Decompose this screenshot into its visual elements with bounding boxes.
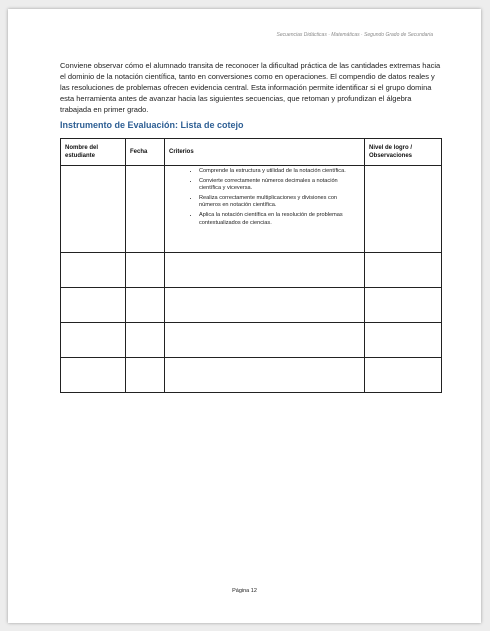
running-header: Secuencias Didácticas · Matemáticas · Segundo Grado de Secundaria [276, 32, 433, 38]
student-cell [61, 288, 126, 323]
criterion-item: • Aplica la notación científica en la resolución de problemas contextualizados de ciencias. [199, 212, 360, 227]
student-cell [61, 166, 126, 253]
table-row [61, 166, 442, 253]
criteria-cell [165, 166, 365, 253]
level-cell [365, 323, 442, 358]
checklist-table [60, 138, 442, 393]
date-cell [126, 166, 165, 253]
student-cell [61, 358, 126, 393]
table-header-row [61, 139, 442, 166]
criteria-cell [165, 253, 365, 288]
table-row [61, 358, 442, 393]
criteria-list [169, 166, 360, 227]
criterion-item: • Realiza correctamente multiplicaciones y divisiones con números en notación científica. [199, 195, 360, 210]
table-row [61, 323, 442, 358]
date-cell [126, 288, 165, 323]
date-cell [126, 253, 165, 288]
header-level: Nivel de logro / Observaciones [365, 139, 442, 166]
body-paragraph: Conviene observar cómo el alumnado transita de reconocer la dificultad práctica de las cantidades extremas hacia el dominio de la notación científica, tanto en conversiones como en operaciones. El compendio de datos reales y las resoluciones de problemas ofrecen evidencia central. Esta información permite identificar si el grupo domina esta herramienta antes de avanzar hacia las siguientes secuencias, que retoman y profundizan el álgebra trabajada en primer grado. [60, 61, 441, 114]
criterion-item: • Comprende la estructura y utilidad de la notación científica. [199, 168, 360, 176]
level-cell [365, 358, 442, 393]
section-heading: Instrumento de Evaluación: Lista de cotejo [60, 120, 244, 130]
header-student: Nombre del estudiante [61, 139, 126, 166]
table-row [61, 288, 442, 323]
date-cell [126, 358, 165, 393]
level-cell [365, 253, 442, 288]
student-cell [61, 253, 126, 288]
criteria-cell [165, 323, 365, 358]
level-cell [365, 166, 442, 253]
student-cell [61, 323, 126, 358]
criteria-cell [165, 288, 365, 323]
table-row [61, 253, 442, 288]
level-cell [365, 288, 442, 323]
document-page [8, 9, 481, 623]
page-number: Página 12 [232, 588, 257, 594]
criterion-item: • Convierte correctamente números decimales a notación científica y viceversa. [199, 178, 360, 193]
criteria-cell [165, 358, 365, 393]
header-date: Fecha [126, 139, 165, 166]
header-criteria: Criterios [165, 139, 365, 166]
date-cell [126, 323, 165, 358]
